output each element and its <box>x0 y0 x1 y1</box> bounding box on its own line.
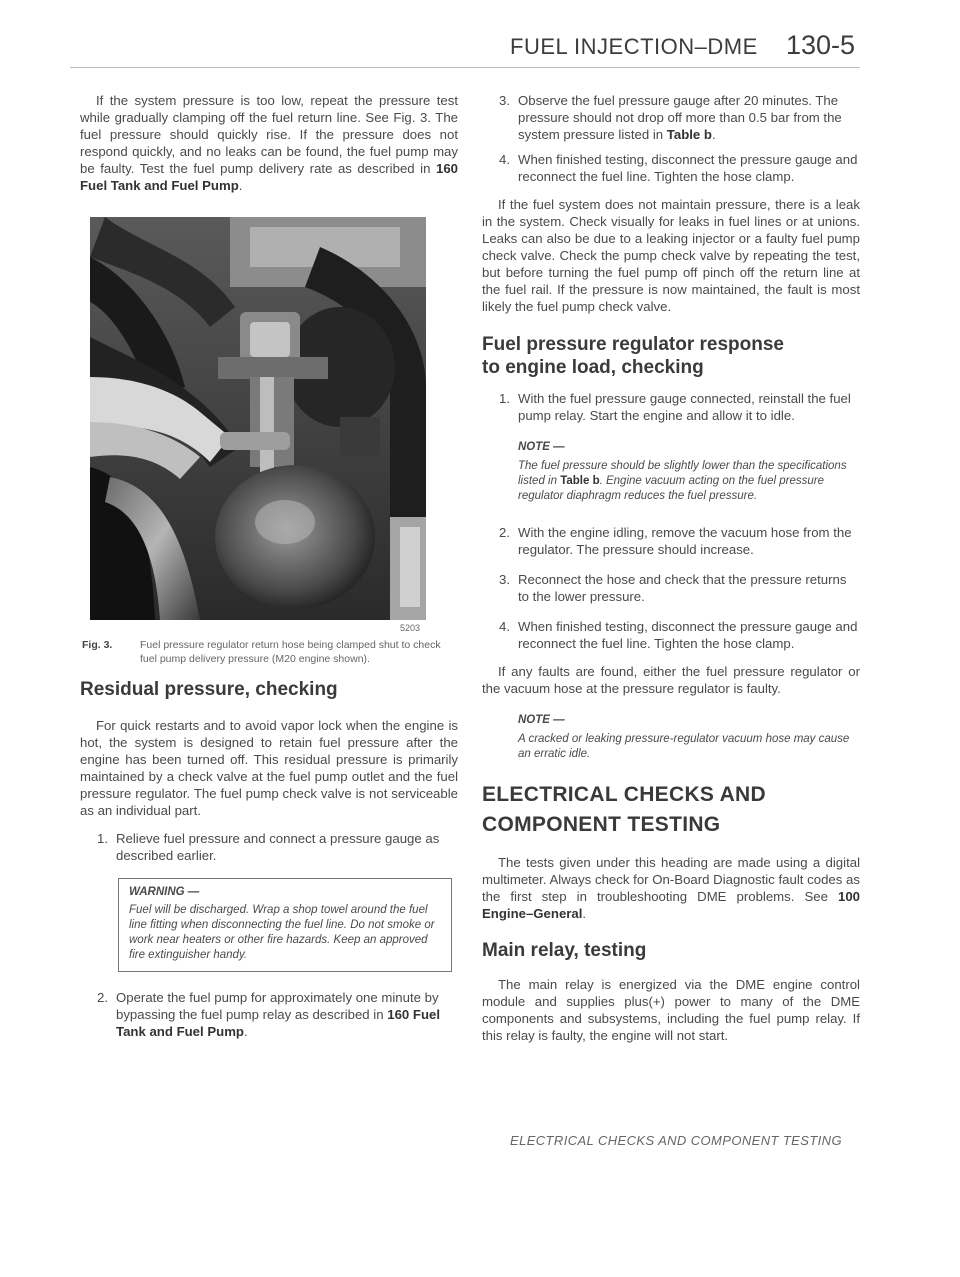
page-header <box>510 30 855 60</box>
residual-step-3 <box>482 92 860 143</box>
warning-text: Fuel will be discharged. Wrap a shop towel around the fuel line fitting when disconnecting the fuel line. Do not smoke or work near heaters or other fire hazards. Keep an approved fire extinguisher handy. <box>129 904 435 961</box>
step-text: Observe the fuel pressure gauge after 20 minutes. The pressure should not drop off more than 0.5 bar from the system pressure listed in Table b. <box>518 93 842 142</box>
regulator-step-2 <box>482 524 860 558</box>
figure-label: Fig. 3. <box>82 639 113 651</box>
tests-text: The tests given under this heading are made using a digital multimeter. Always check for On-Board Diagnostic fault codes as the first step in troubleshooting DME problems. See <box>482 855 860 904</box>
major-title-line2: COMPONENT TESTING <box>482 813 721 836</box>
note-text <box>518 459 860 504</box>
note-heading: NOTE — <box>518 441 565 453</box>
step-2-reference: 160 Fuel Tank and Fuel Pump <box>116 1007 441 1039</box>
step-number: 3. <box>499 572 510 587</box>
section-title-regulator-line2: to engine load, checking <box>482 357 704 378</box>
right-column <box>482 92 860 1044</box>
figure-caption-text: Fuel pressure regulator return hose being clamped shut to check fuel pump delivery pressure (M20 engine shown). <box>140 639 441 665</box>
left-lower <box>80 678 458 1040</box>
warning-heading: WARNING — <box>129 886 200 898</box>
residual-step-4 <box>482 151 860 185</box>
step-text: When finished testing, disconnect the pressure gauge and reconnect the fuel line. Tighten the hose clamp. <box>518 152 858 184</box>
step-number: 3. <box>499 93 510 108</box>
note-1-text-a: The fuel pressure should be slightly lower than the specifications listed in <box>518 460 847 487</box>
step-2-text: Operate the fuel pump for approximately one minute by bypassing the fuel pump relay as described in <box>116 990 439 1022</box>
engine-photo <box>90 217 426 620</box>
step-number: 2. <box>499 525 510 540</box>
step-number: 2. <box>97 990 108 1005</box>
note-heading: NOTE — <box>518 714 565 726</box>
step-number: 1. <box>97 831 108 846</box>
regulator-step-1 <box>482 390 860 424</box>
regulator-step-4 <box>482 618 860 652</box>
step-text: With the fuel pressure gauge connected, reinstall the fuel pump relay. Start the engine and allow it to idle. <box>518 391 851 423</box>
note-box-1 <box>518 440 860 504</box>
warning-box <box>118 878 452 972</box>
residual-paragraph: For quick restarts and to avoid vapor lock when the engine is hot, the system is designed to retain fuel pressure after the engine has been turned off. This residual pressure is primarily maintained by a check valve at the fuel pump outlet and the fuel pressure regulator. The fuel pump check valve is not serviceable as an individual part. <box>80 718 458 818</box>
leak-paragraph: If the fuel system does not maintain pressure, there is a leak in the system. Check visually for leaks in fuel lines or at unions. Leaks can also be due to a leaking injector or a faulty fuel pump check valve. Check the pump check valve by repeating the test, but before turning the fuel pump off pinch off the return line at the fuel rail. If the pressure is now maintained, the fault is most likely the fuel pump check valve. <box>482 197 860 314</box>
chapter-title: FUEL INJECTION–DME <box>510 34 758 59</box>
residual-step-1 <box>80 830 458 864</box>
faults-paragraph: If any faults are found, either the fuel pressure regulator or the vacuum hose at the pressure regulator is faulty. <box>482 664 860 696</box>
step-text: When finished testing, disconnect the pressure gauge and reconnect the fuel line. Tighten the hose clamp. <box>518 619 858 651</box>
intro-reference: 160 Fuel Tank and Fuel Pump <box>80 161 458 193</box>
step-text: Relieve fuel pressure and connect a pressure gauge as described earlier. <box>116 831 440 863</box>
page-number: 130-5 <box>785 30 855 60</box>
residual-step-2 <box>80 989 458 1040</box>
note-box-2 <box>518 713 860 762</box>
photo-number: 5203 <box>400 623 421 633</box>
regulator-step-3 <box>482 571 860 605</box>
step-text: With the engine idling, remove the vacuum hose from the regulator. The pressure should increase. <box>518 525 852 557</box>
header-rule <box>70 67 860 68</box>
note-text: A cracked or leaking pressure-regulator vacuum hose may cause an erratic idle. <box>518 733 850 760</box>
step-number: 4. <box>499 152 510 167</box>
step-text: Operate the fuel pump for approximately one minute by bypassing the fuel pump relay as described in 160 Fuel Tank and Fuel Pump. <box>116 990 441 1039</box>
figure-caption <box>80 638 450 666</box>
engine-photo-art <box>90 217 426 620</box>
major-title-line1: ELECTRICAL CHECKS AND <box>482 783 766 806</box>
intro-text: If the system pressure is too low, repeat the pressure test while gradually clamping off the fuel return line. See Fig. 3. The fuel pressure should quickly rise. If the pressure does not respond quickly, and no leaks can be found, the fuel pump may be faulty. Test the fuel pump delivery rate as described in <box>80 93 458 176</box>
section-title-main-relay: Main relay, testing <box>482 940 647 961</box>
left-intro <box>80 92 458 194</box>
page-footer: ELECTRICAL CHECKS AND COMPONENT TESTING <box>510 1133 842 1148</box>
step-3-reference: Table b <box>666 127 712 142</box>
section-title-residual: Residual pressure, checking <box>80 679 338 700</box>
tests-reference: 100 Engine–General <box>482 889 860 921</box>
step-number: 1. <box>499 391 510 406</box>
step-3-text: Observe the fuel pressure gauge after 20 minutes. The pressure should not drop off more than 0.5 bar from the system pressure listed in <box>518 93 842 142</box>
relay-paragraph: The main relay is energized via the DME engine control module and supplies plus(+) power to many of the DME components and subsystems, including the fuel pump relay. If this relay is faulty, the engine will not start. <box>482 977 860 1043</box>
note-1-reference: Table b <box>560 475 600 487</box>
tests-paragraph: The tests given under this heading are made using a digital multimeter. Always check for On-Board Diagnostic fault codes as the first step in troubleshooting DME problems. See 100 Engine–General. <box>482 855 860 921</box>
step-number: 4. <box>499 619 510 634</box>
intro-paragraph: If the system pressure is too low, repeat the pressure test while gradually clamping off the fuel return line. See Fig. 3. The fuel pressure should quickly rise. If the pressure does not respond quickly, and no leaks can be found, the fuel pump may be faulty. Test the fuel pump delivery rate as described in 160 Fuel Tank and Fuel Pump. <box>80 93 458 193</box>
section-title-regulator-line1: Fuel pressure regulator response <box>482 334 784 355</box>
step-text: Reconnect the hose and check that the pressure returns to the lower pressure. <box>518 572 847 604</box>
note-1-text-b: . Engine vacuum acting on the fuel pressure regulator diaphragm reduces the fuel pressure. <box>518 475 824 502</box>
